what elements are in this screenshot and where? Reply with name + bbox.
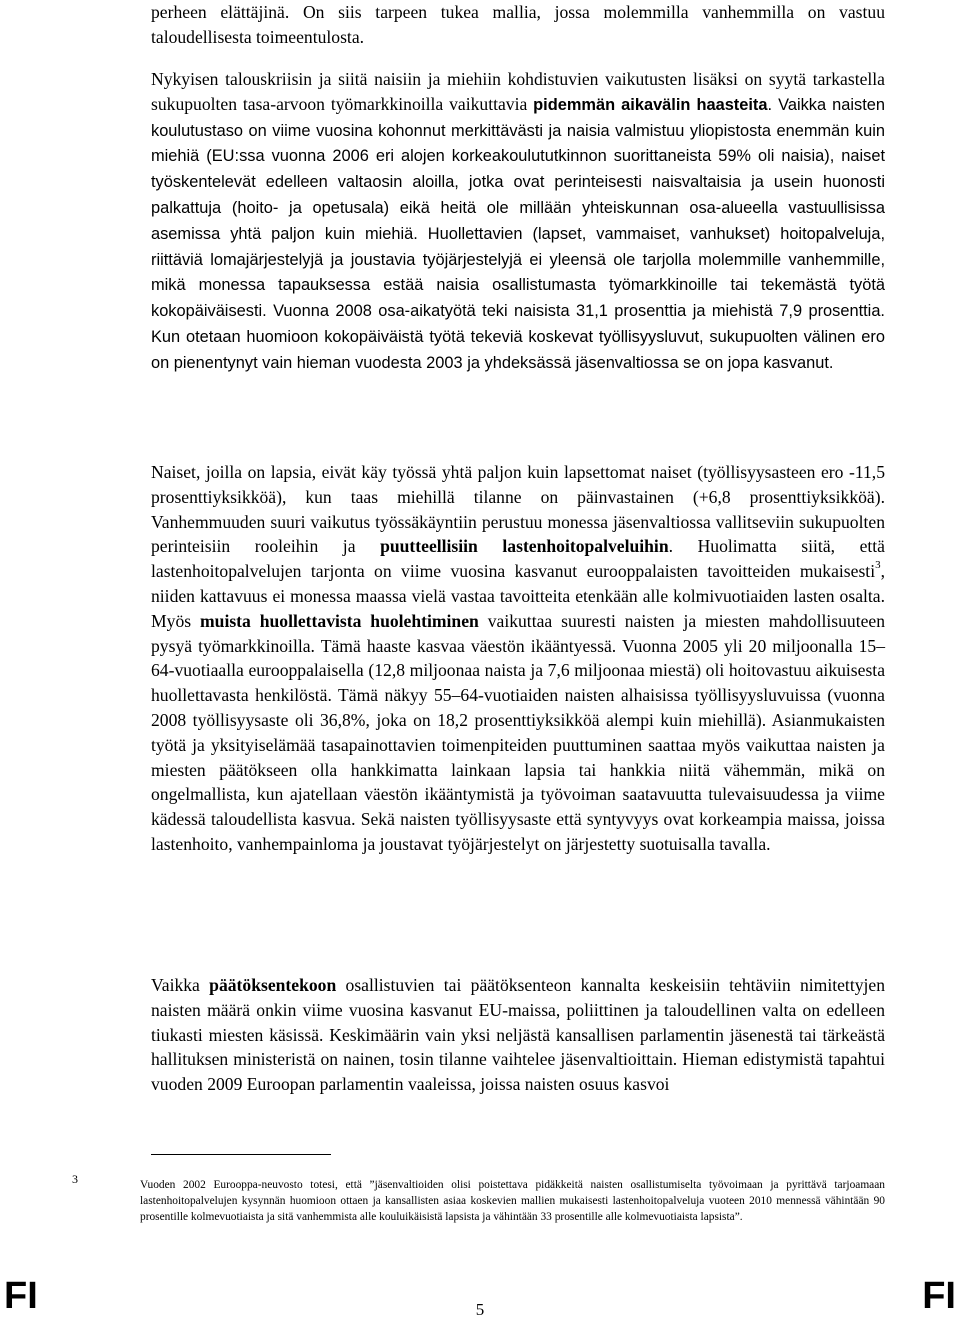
paragraph-text: Vaikka	[151, 975, 210, 995]
bold-phrase-childcare: puutteellisiin lastenhoitopalveluihin	[380, 536, 669, 557]
footnote-text: Vuoden 2002 Eurooppa-neuvosto totesi, että ”jäsenvaltioiden olisi poistettava pidäkkeitä naisten osallistumiselta työvoimaan ja pyrittävä tarjoamaan lastenhoitopalvelujen kysynnän huomioon ottaen ja kansallisten asiaa koskevien mallien mukaisesti lastenhoitopalveluja vuoteen 2010 mennessä vähintään 90 prosentille kolmevuotiaista ja sitä vanhemmista alle kouluikäisistä lapsista ja vähintään 33 prosentille alle kolmevuotiaista lapsista”.	[140, 1179, 885, 1223]
bold-phrase-long-term-challenges: pidemmän aikavälin haasteita	[533, 95, 768, 114]
paragraph-text: osallistuvien tai päätöksenteon kannalta keskeisiin tehtäviin nimitettyjen naisten määrä onkin viime vuosina kasvanut EU-maissa, poliittinen ja taloudellinen valta on edelleen tiukasti miesten käsissä. Keskimäärin vain yksi neljästä kansallisen parlamentin jäsenestä tai tärkeästä hallituksen ministeristä on nainen, tosin tilanne vaihtelee jäsenvaltioittain. Hieman edistymistä tapahtui vuoden 2009 Euroopan parlamentin vaaleissa, joissa naisten osuus kasvoi	[151, 975, 885, 1095]
paragraph-text-sans: Vaikka naisten koulutustaso on viime vuosina kohonnut merkittävästi ja naisia valmistuu yliopistosta enemmän kuin miehiä (EU:ssa vuonna 2006 eri alojen korkeakoulututkinnon suorittaneista 59% oli naisia), naiset työskentelevät edelleen valtaosin aloilla, jotka ovat perinteisesti naisvaltaisia ja usein huonosti palkattuja (hoito- ja opetusala) eikä heitä ole millään yhteiskunnan osa-alueella vastuullisissa asemissa yhtä paljon kuin miehiä. Huollettavien (lapset, vammaiset, vanhukset) hoitopalveluja, riittäviä lomajärjestelyjä ja joustavia työjärjestelyjä ei yleensä ole tarjolla molemmille vanhemmille, mikä monessa tapauksessa estää naisia osallistumasta työmarkkinoille tai tekemästä työtä kokopäiväisesti. Vuonna 2008 osa-aikatyötä teki naisista 31,1 prosenttia ja miehistä 7,9 prosenttia. Kun otetaan huomioon kokopäiväistä työtä tekeviä koskevat työllisyysluvut, sukupuolten välinen ero on pienentynyt vain hieman vuodesta 2003 ja yhdeksässä jäsenvaltiossa se on jopa kasvanut.	[151, 95, 885, 372]
paragraph-intro-tail	[151, 0, 885, 50]
paragraph-text: Nykyisen talouskriisin ja siitä naisiin ja miehiin kohdistuvien vaikutusten lisäksi on syytä tarkastella sukupuolten tasa-arvoon työmarkkinoilla vaikuttavia	[151, 69, 885, 114]
page-number: 5	[475, 1300, 485, 1319]
footnote-number: 3	[72, 1172, 78, 1186]
paragraph-text: . Huolimatta siitä, että lastenhoitopalvelujen tarjonta on viime vuosina kasvanut eurooppalaisten tavoitteiden mukaisesti	[151, 536, 885, 582]
paragraph-text: , niiden kattavuus ei monessa maassa vielä vastaa tavoitteita etenkään alle kolmivuotiaiden lasten osalta. Myös	[151, 561, 885, 631]
language-code-left: FI	[4, 1275, 38, 1317]
paragraph-childcare	[151, 460, 885, 857]
bold-phrase-other-dependants: muista huollettavista huolehtiminen	[200, 610, 479, 631]
paragraph-decision-making	[151, 973, 885, 1097]
paragraph-text: perheen elättäjinä. On siis tarpeen tukea mallia, jossa molemmilla vanhemmilla on vastuu taloudellisesta toimeentulosta.	[151, 2, 885, 47]
language-code-right: FI	[922, 1275, 956, 1317]
bold-phrase-decision-making: päätöksentekoon	[209, 975, 337, 995]
paragraph-long-term-challenges	[151, 67, 885, 376]
footnote-divider	[151, 1154, 331, 1155]
footnote-reference[interactable]: 3	[875, 559, 881, 572]
paragraph-text: vaikuttaa suuresti naisten ja miesten mahdollisuuteen pysyä työmarkkinoilla. Tämä haaste kasvaa väestön ikääntyessä. Vuonna 2005 yli 20 miljoonalla 15–64-vuotiaalla eurooppalaisella (12,8 miljoonaa naista ja 7,6 miljoonaa miestä) oli hoitovastuu aikuisesta huollettavasta henkilöstä. Tämä näkyy 55–64-vuotiaiden naisten alhaisissa työllisyysluvuissa (vuonna 2008 työllisyysaste oli 36,8%, joka on 18,2 prosenttiyksikköä alempi kuin miehillä). Asianmukaisten työtä ja yksityiselämää tasapainottavien toimenpiteiden puuttuminen saattaa myös vaikuttaa naisten ja miesten päätökseen olla hankkimatta lainkaan lapsia tai hankkia niitä vähemmän, mikä on ongelmallista, kun ajatellaan väestön ikääntymistä ja työvoiman saatavuutta tulevaisuudessa ja viime kädessä taloudellista kasvua. Sekä naisten työllisyysaste että syntyvyys ovat korkeampia maissa, joissa lastenhoito, vanhempainloma ja joustavat työjärjestelyt on järjestetty suotuisalla tavalla.	[151, 610, 885, 854]
sentence-end-period: .	[767, 95, 773, 114]
paragraph-text: Naiset, joilla on lapsia, eivät käy työssä yhtä paljon kuin lapsettomat naiset (työllisyysasteen ero -11,5 prosenttiyksikköä), kun taas miehillä tilanne on päinvastainen (+6,8 prosenttiyksikköä). Vanhemmuuden suuri vaikutus työssäkäyntiin perustuu monessa jäsenvaltiossa vallitseviin sukupuolten perinteisiin rooleihin ja	[151, 462, 885, 557]
